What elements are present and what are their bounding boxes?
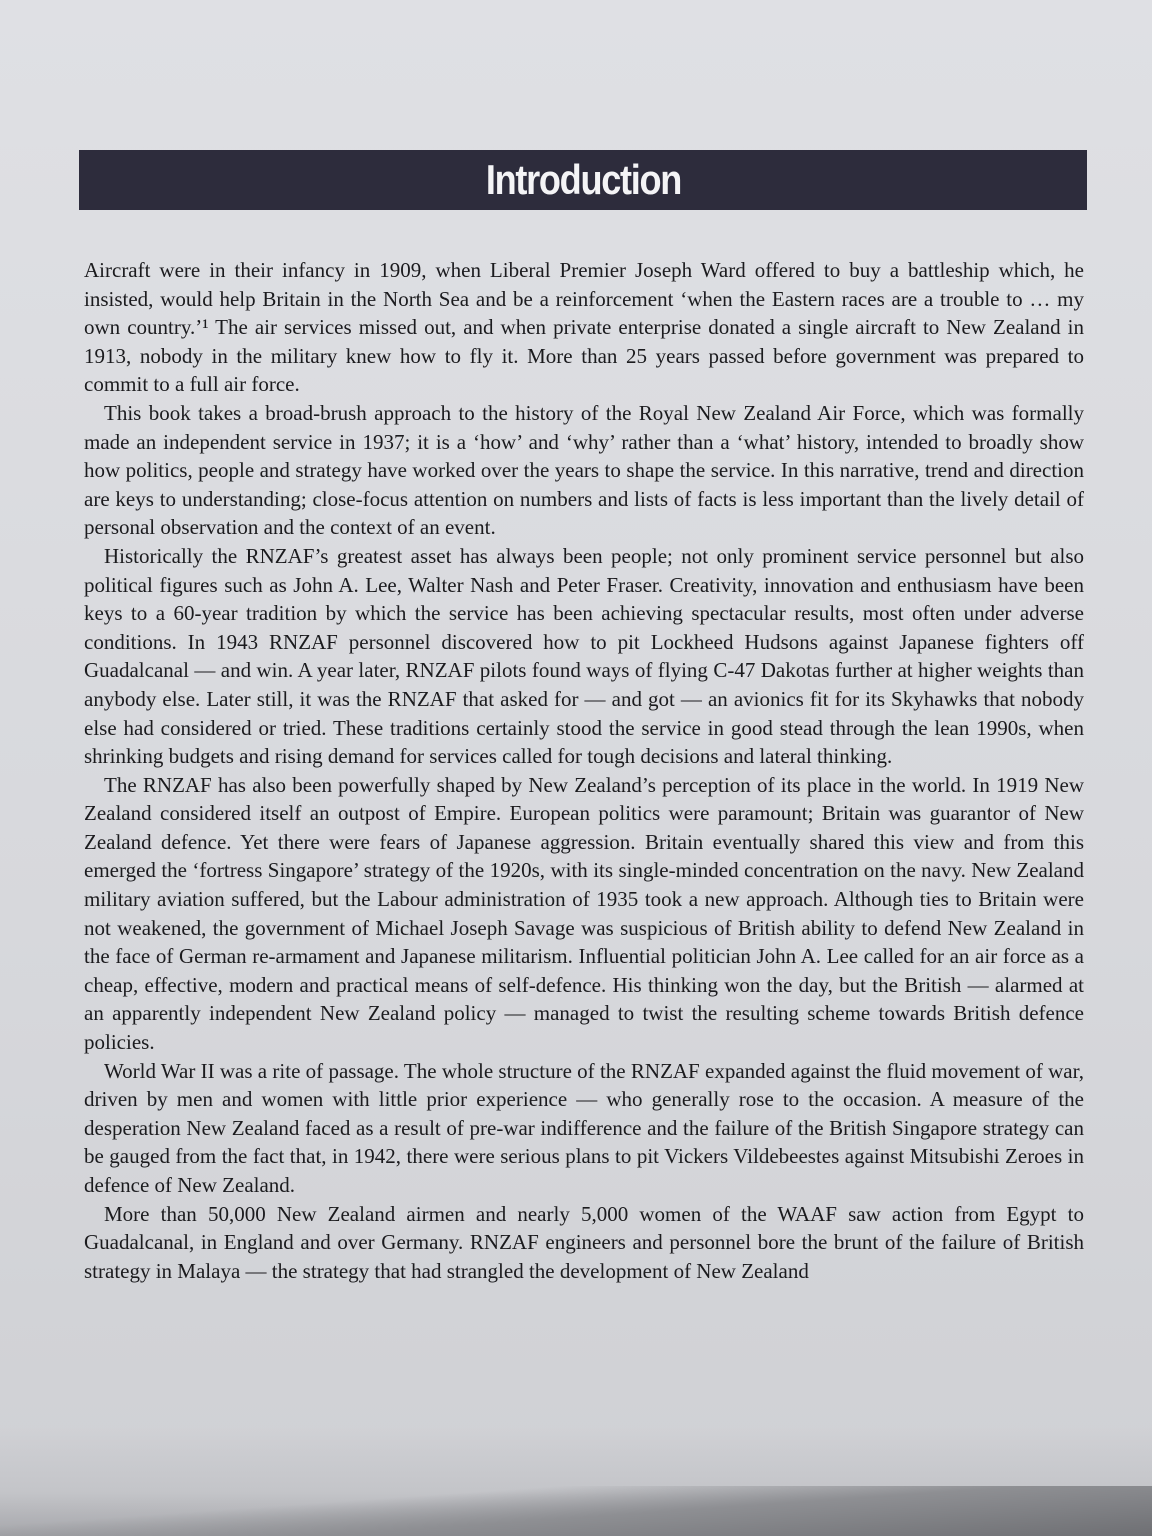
heading-banner [79,150,1087,210]
paragraph: This book takes a broad-brush approach to the history of the Royal New Zealand Air Force, which was formally made an independent service in 1937; it is a ‘how’ and ‘why’ rather than a ‘what’ history, intended to broadly show how politics, people and strategy have worked over the years to shape the service. In this narrative, trend and direction are keys to understanding; close-focus attention on numbers and lists of facts is less important than the lively detail of personal observation and the context of an event. [84,400,1084,540]
page-title: Introduction [485,156,681,203]
body-text [84,256,1084,1285]
paragraph: World War II was a rite of passage. The whole structure of the RNZAF expanded against the fluid movement of war, driven by men and women with little prior experience — who generally rose to the occasion. A measure of the desperation New Zealand faced as a result of pre-war indifference and the failure of the British Singapore strategy can be gauged from the fact that, in 1942, there were serious plans to pit Vickers Vildebeestes against Mitsubishi Zeroes in defence of New Zealand. [84,1058,1084,1197]
page-edge [0,1486,1152,1536]
paragraph: Aircraft were in their infancy in 1909, when Liberal Premier Joseph Ward offered to buy a battleship which, he insisted, would help Britain in the North Sea and be a reinforcement ‘when the Eastern races are a trouble to … my own country.’¹ The air services missed out, and when private enterprise donated a single aircraft to New Zealand in 1913, nobody in the military knew how to fly it. More than 25 years passed before government was prepared to commit to a full air force. [84,258,1084,397]
paragraph: Historically the RNZAF’s greatest asset has always been people; not only prominent service personnel but also political figures such as John A. Lee, Walter Nash and Peter Fraser. Creativity, innovation and enthusiasm have been keys to a 60-year tradition by which the service has been achieving spectacular results, most often under adverse conditions. In 1943 RNZAF personnel discovered how to pit Lockheed Hudsons against Japanese fighters off Guadalcanal — and win. A year later, RNZAF pilots found ways of flying C-47 Dakotas further at higher weights than anybody else. Later still, it was the RNZAF that asked for — and got — an avionics fit for its Skyhawks that nobody else had considered or tried. These traditions certainly stood the service in good stead through the lean 1990s, when shrinking budgets and rising demand for services called for tough decisions and lateral thinking. [84,543,1084,769]
paragraph: The RNZAF has also been powerfully shaped by New Zealand’s perception of its place in the world. In 1919 New Zealand considered itself an outpost of Empire. European politics were paramount; Britain was guarantor of New Zealand defence. Yet there were fears of Japanese aggression. Britain eventually shared this view and from this emerged the ‘fortress Singapore’ strategy of the 1920s, with its single-minded concentration on the navy. New Zealand military aviation suffered, but the Labour administration of 1935 took a new approach. Although ties to Britain were not weakened, the government of Michael Joseph Savage was suspicious of British ability to defend New Zealand in the face of German re-armament and Japanese militarism. Influential politician John A. Lee called for an air force as a cheap, effective, modern and practical means of self-defence. His thinking won the day, but the British — alarmed at an apparently independent New Zealand policy — managed to twist the resulting scheme towards British defence policies. [84,772,1084,1055]
paragraph: More than 50,000 New Zealand airmen and nearly 5,000 women of the WAAF saw action from Egypt to Guadalcanal, in England and over Germany. RNZAF engineers and personnel bore the brunt of the failure of British strategy in Malaya — the strategy that had strangled the development of New Zealand [84,1201,1084,1283]
